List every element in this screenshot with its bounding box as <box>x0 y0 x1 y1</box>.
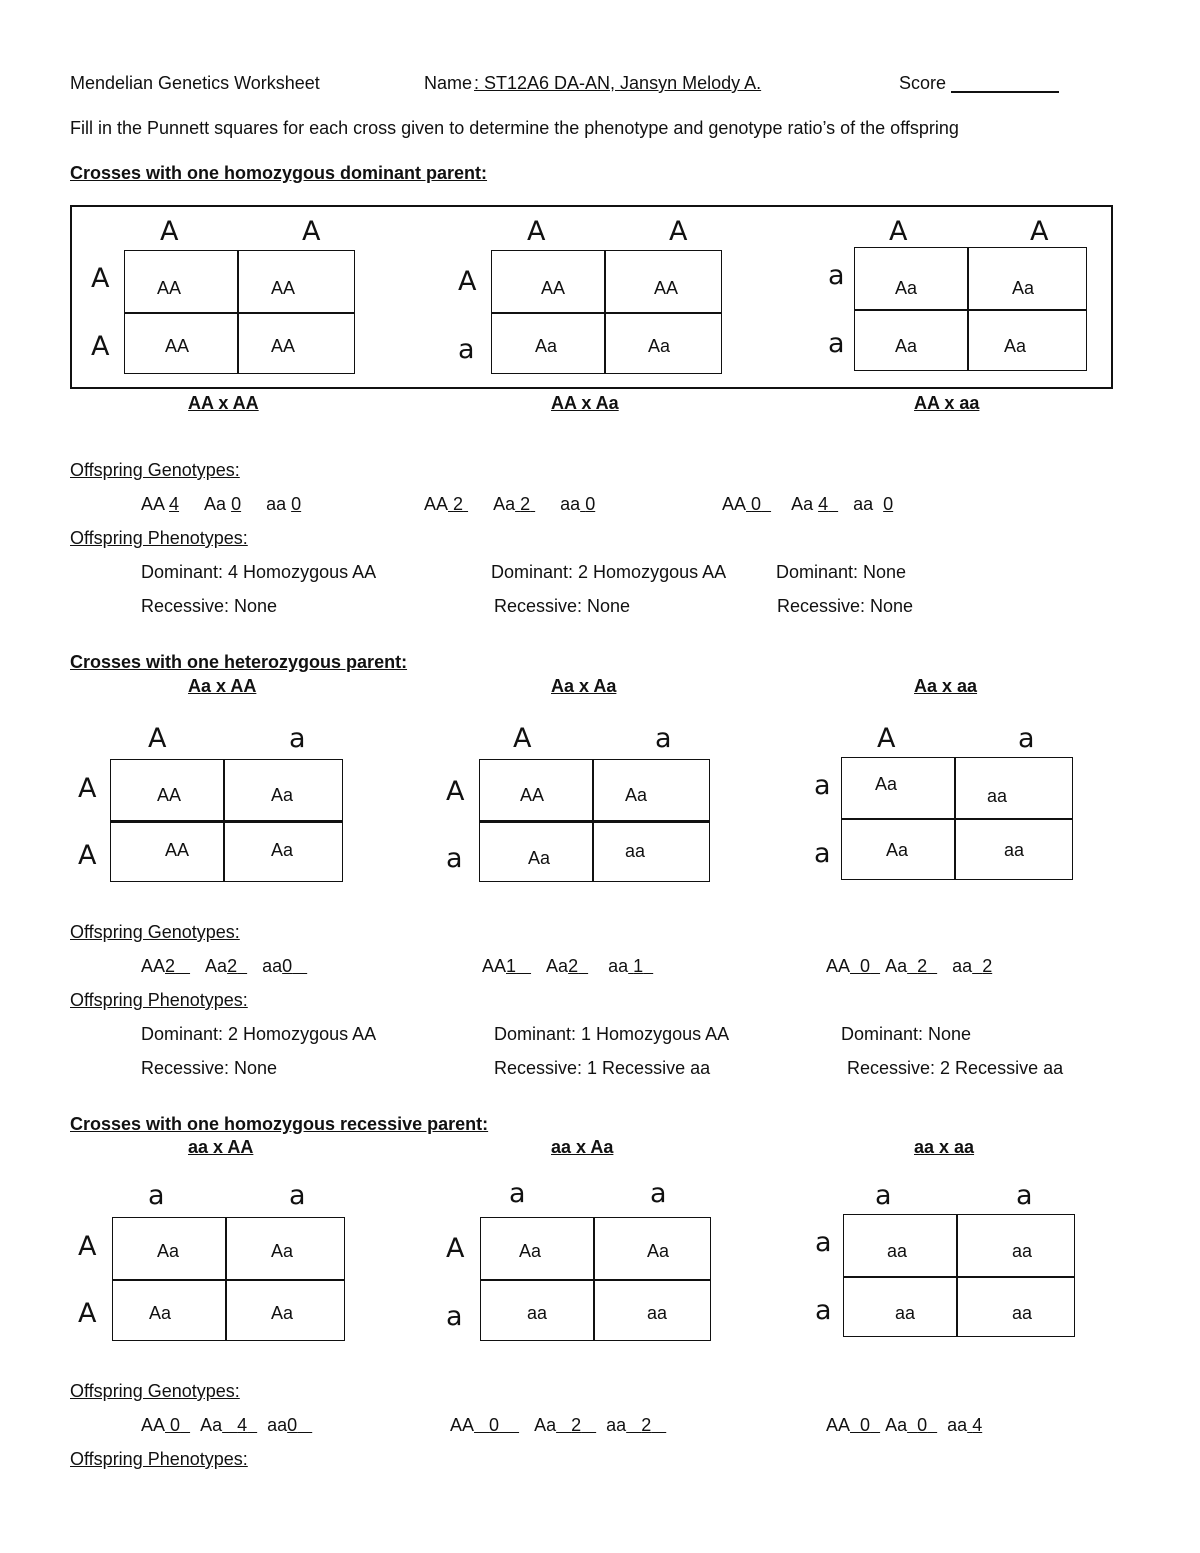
top-allele: A <box>877 723 896 754</box>
dominant-text: Dominant: 2 Homozygous AA <box>491 562 727 582</box>
dominant-text: Dominant: 4 Homozygous AA <box>141 562 377 582</box>
top-allele: A <box>889 216 908 247</box>
top-allele: a <box>509 1178 526 1209</box>
count-AA[interactable]: 2 <box>165 956 176 976</box>
genotype-counts: AA 4 Aa 0 aa 0 <box>141 494 302 514</box>
dominant-text: Dominant: 1 Homozygous AA <box>494 1024 730 1044</box>
punnett-cell[interactable]: AA <box>157 278 182 298</box>
punnett-cell[interactable]: Aa <box>1004 336 1027 356</box>
count-aa[interactable]: 4 <box>972 1415 983 1435</box>
punnett-cell[interactable]: AA <box>165 336 190 356</box>
punnett-cell[interactable]: Aa <box>1012 278 1035 298</box>
genotype-counts: AA2 Aa2 aa0 <box>141 956 293 976</box>
genotype-counts: AA 0 Aa 4 aa0 <box>141 1415 298 1435</box>
count-aa[interactable]: 0 <box>883 494 894 514</box>
count-Aa[interactable]: 2 <box>917 956 928 976</box>
punnett-cell[interactable]: Aa <box>157 1241 180 1261</box>
punnett-cell[interactable]: aa <box>1012 1303 1033 1323</box>
score-label: Score <box>899 73 947 93</box>
score-field[interactable] <box>951 91 1059 93</box>
top-allele: a <box>650 1178 667 1209</box>
top-allele: A <box>148 723 167 754</box>
left-allele: A <box>91 331 110 362</box>
punnett-cell[interactable]: AA <box>165 840 190 860</box>
section-1-heading: Crosses with one homozygous dominant parent: <box>70 163 488 183</box>
punnett-cell[interactable]: Aa <box>528 848 551 868</box>
top-allele: a <box>1018 723 1035 754</box>
count-AA[interactable]: 0 <box>170 1415 181 1435</box>
genotype-counts: AA 0 Aa 4 aa 0 <box>722 494 894 514</box>
count-AA[interactable]: 0 <box>489 1415 500 1435</box>
left-allele: a <box>815 1295 832 1326</box>
count-AA[interactable]: 1 <box>506 956 517 976</box>
recessive-text: Recessive: None <box>777 596 914 616</box>
punnett-cell[interactable]: Aa <box>647 1241 670 1261</box>
genotype-counts: AA 0 Aa 2 aa 2 <box>450 1415 652 1435</box>
punnett-cell[interactable]: aa <box>527 1303 548 1323</box>
genotypes-label: Offspring Genotypes: <box>70 1381 240 1401</box>
punnett-cell[interactable]: Aa <box>895 336 918 356</box>
left-allele: a <box>814 770 831 801</box>
left-allele: A <box>446 776 465 807</box>
cross-title: Aa x AA <box>188 676 257 696</box>
left-allele: a <box>828 260 845 291</box>
count-aa[interactable]: 0 <box>291 494 302 514</box>
left-allele: a <box>828 328 845 359</box>
count-aa[interactable]: 0 <box>585 494 596 514</box>
recessive-text: Recessive: None <box>141 1058 278 1078</box>
punnett-cell[interactable]: aa <box>1012 1241 1033 1261</box>
cross-title: Aa x Aa <box>551 676 617 696</box>
punnett-cell[interactable]: AA <box>157 785 182 805</box>
dominant-text: Dominant: None <box>776 562 907 582</box>
punnett-cell[interactable]: Aa <box>271 1241 294 1261</box>
count-Aa[interactable]: 2 <box>520 494 531 514</box>
left-allele: a <box>446 1301 463 1332</box>
punnett-cell[interactable]: Aa <box>648 336 671 356</box>
cross-title: AA x AA <box>188 393 259 413</box>
left-allele: a <box>814 838 831 869</box>
top-allele: A <box>1030 216 1049 247</box>
top-allele: a <box>289 1180 306 1211</box>
count-Aa[interactable]: 2 <box>568 956 579 976</box>
left-allele: a <box>458 334 475 365</box>
punnett-cell[interactable]: Aa <box>519 1241 542 1261</box>
punnett-cell[interactable]: Aa <box>875 774 898 794</box>
count-aa[interactable]: 2 <box>982 956 993 976</box>
count-aa[interactable]: 0 <box>282 956 293 976</box>
count-Aa[interactable]: 2 <box>571 1415 582 1435</box>
count-aa[interactable]: 2 <box>641 1415 652 1435</box>
top-allele: A <box>513 723 532 754</box>
left-allele: A <box>446 1233 465 1264</box>
count-AA[interactable]: 0 <box>751 494 762 514</box>
genotypes-label: Offspring Genotypes: <box>70 460 240 480</box>
recessive-text: Recessive: None <box>141 596 278 616</box>
cross-title: aa x AA <box>188 1137 254 1157</box>
left-allele: A <box>78 840 97 871</box>
count-aa[interactable]: 1 <box>633 956 644 976</box>
count-Aa[interactable]: 0 <box>917 1415 928 1435</box>
punnett-cell[interactable]: Aa <box>886 840 909 860</box>
top-allele: A <box>302 216 321 247</box>
top-allele: A <box>669 216 688 247</box>
cross-title: AA x Aa <box>551 393 619 413</box>
left-allele: A <box>78 773 97 804</box>
count-AA[interactable]: 0 <box>860 956 871 976</box>
left-allele: a <box>815 1227 832 1258</box>
section-3-heading: Crosses with one homozygous recessive parent: <box>70 1114 489 1134</box>
count-Aa[interactable]: 4 <box>237 1415 248 1435</box>
count-Aa[interactable]: 4 <box>818 494 829 514</box>
punnett-cell[interactable]: aa <box>887 1241 908 1261</box>
punnett-cell[interactable]: AA <box>520 785 545 805</box>
cross-title: Aa x aa <box>914 676 978 696</box>
punnett-cell[interactable]: Aa <box>625 785 648 805</box>
left-allele: A <box>78 1298 97 1329</box>
count-Aa[interactable]: 0 <box>231 494 242 514</box>
dominant-text: Dominant: None <box>841 1024 972 1044</box>
punnett-cell[interactable]: Aa <box>271 1303 294 1323</box>
left-allele: A <box>91 263 110 294</box>
left-allele: a <box>446 843 463 874</box>
recessive-text: Recessive: 2 Recessive aa <box>847 1058 1064 1078</box>
cross-title: AA x aa <box>914 393 980 413</box>
punnett-cell[interactable]: AA <box>271 278 296 298</box>
top-allele: a <box>289 723 306 754</box>
phenotypes-label: Offspring Phenotypes: <box>70 528 248 548</box>
left-allele: A <box>78 1231 97 1262</box>
top-allele: a <box>148 1180 165 1211</box>
punnett-cell[interactable]: aa <box>987 786 1008 806</box>
count-aa[interactable]: 0 <box>287 1415 298 1435</box>
cross-title: aa x Aa <box>551 1137 614 1157</box>
recessive-text: Recessive: None <box>494 596 631 616</box>
genotype-counts: AA1 Aa2 aa 1 <box>482 956 644 976</box>
punnett-cell[interactable]: Aa <box>149 1303 172 1323</box>
recessive-text: Recessive: 1 Recessive aa <box>494 1058 711 1078</box>
phenotypes-label: Offspring Phenotypes: <box>70 1449 248 1469</box>
punnett-cell[interactable]: Aa <box>271 785 294 805</box>
name-field[interactable]: : ST12A6 DA-AN, Jansyn Melody A. <box>474 73 762 93</box>
count-AA[interactable]: 2 <box>453 494 464 514</box>
left-allele: A <box>458 266 477 297</box>
punnett-cell[interactable]: AA <box>541 278 566 298</box>
instructions: Fill in the Punnett squares for each cross given to determine the phenotype and genotype ratio’s of the offspring <box>70 118 959 138</box>
cross-title: aa x aa <box>914 1137 975 1157</box>
punnett-cell[interactable]: aa <box>647 1303 668 1323</box>
phenotypes-label: Offspring Phenotypes: <box>70 990 248 1010</box>
top-allele: a <box>655 723 672 754</box>
name-label: Name <box>424 73 473 93</box>
dominant-text: Dominant: 2 Homozygous AA <box>141 1024 377 1044</box>
punnett-cell[interactable]: aa <box>895 1303 916 1323</box>
genotypes-label: Offspring Genotypes: <box>70 922 240 942</box>
punnett-cell[interactable]: aa <box>625 841 646 861</box>
top-allele: A <box>527 216 546 247</box>
punnett-cell[interactable]: AA <box>271 336 296 356</box>
punnett-cell[interactable]: AA <box>654 278 679 298</box>
genotype-counts: AA 0 Aa 0 aa 4 <box>826 1415 983 1435</box>
punnett-cell[interactable]: Aa <box>895 278 918 298</box>
top-allele: a <box>1016 1180 1033 1211</box>
genotype-counts: AA 2 Aa 2 aa 0 <box>424 494 596 514</box>
count-AA[interactable]: 4 <box>169 494 180 514</box>
top-allele: A <box>160 216 179 247</box>
punnett-cell[interactable]: Aa <box>271 840 294 860</box>
genotype-counts: AA 0 Aa 2 aa 2 <box>826 956 993 976</box>
top-allele: a <box>875 1180 892 1211</box>
punnett-cell[interactable]: Aa <box>535 336 558 356</box>
punnett-cell[interactable]: aa <box>1004 840 1025 860</box>
count-AA[interactable]: 0 <box>860 1415 871 1435</box>
worksheet-title: Mendelian Genetics Worksheet <box>70 73 320 93</box>
count-Aa[interactable]: 2 <box>227 956 238 976</box>
section-2-heading: Crosses with one heterozygous parent: <box>70 652 408 672</box>
